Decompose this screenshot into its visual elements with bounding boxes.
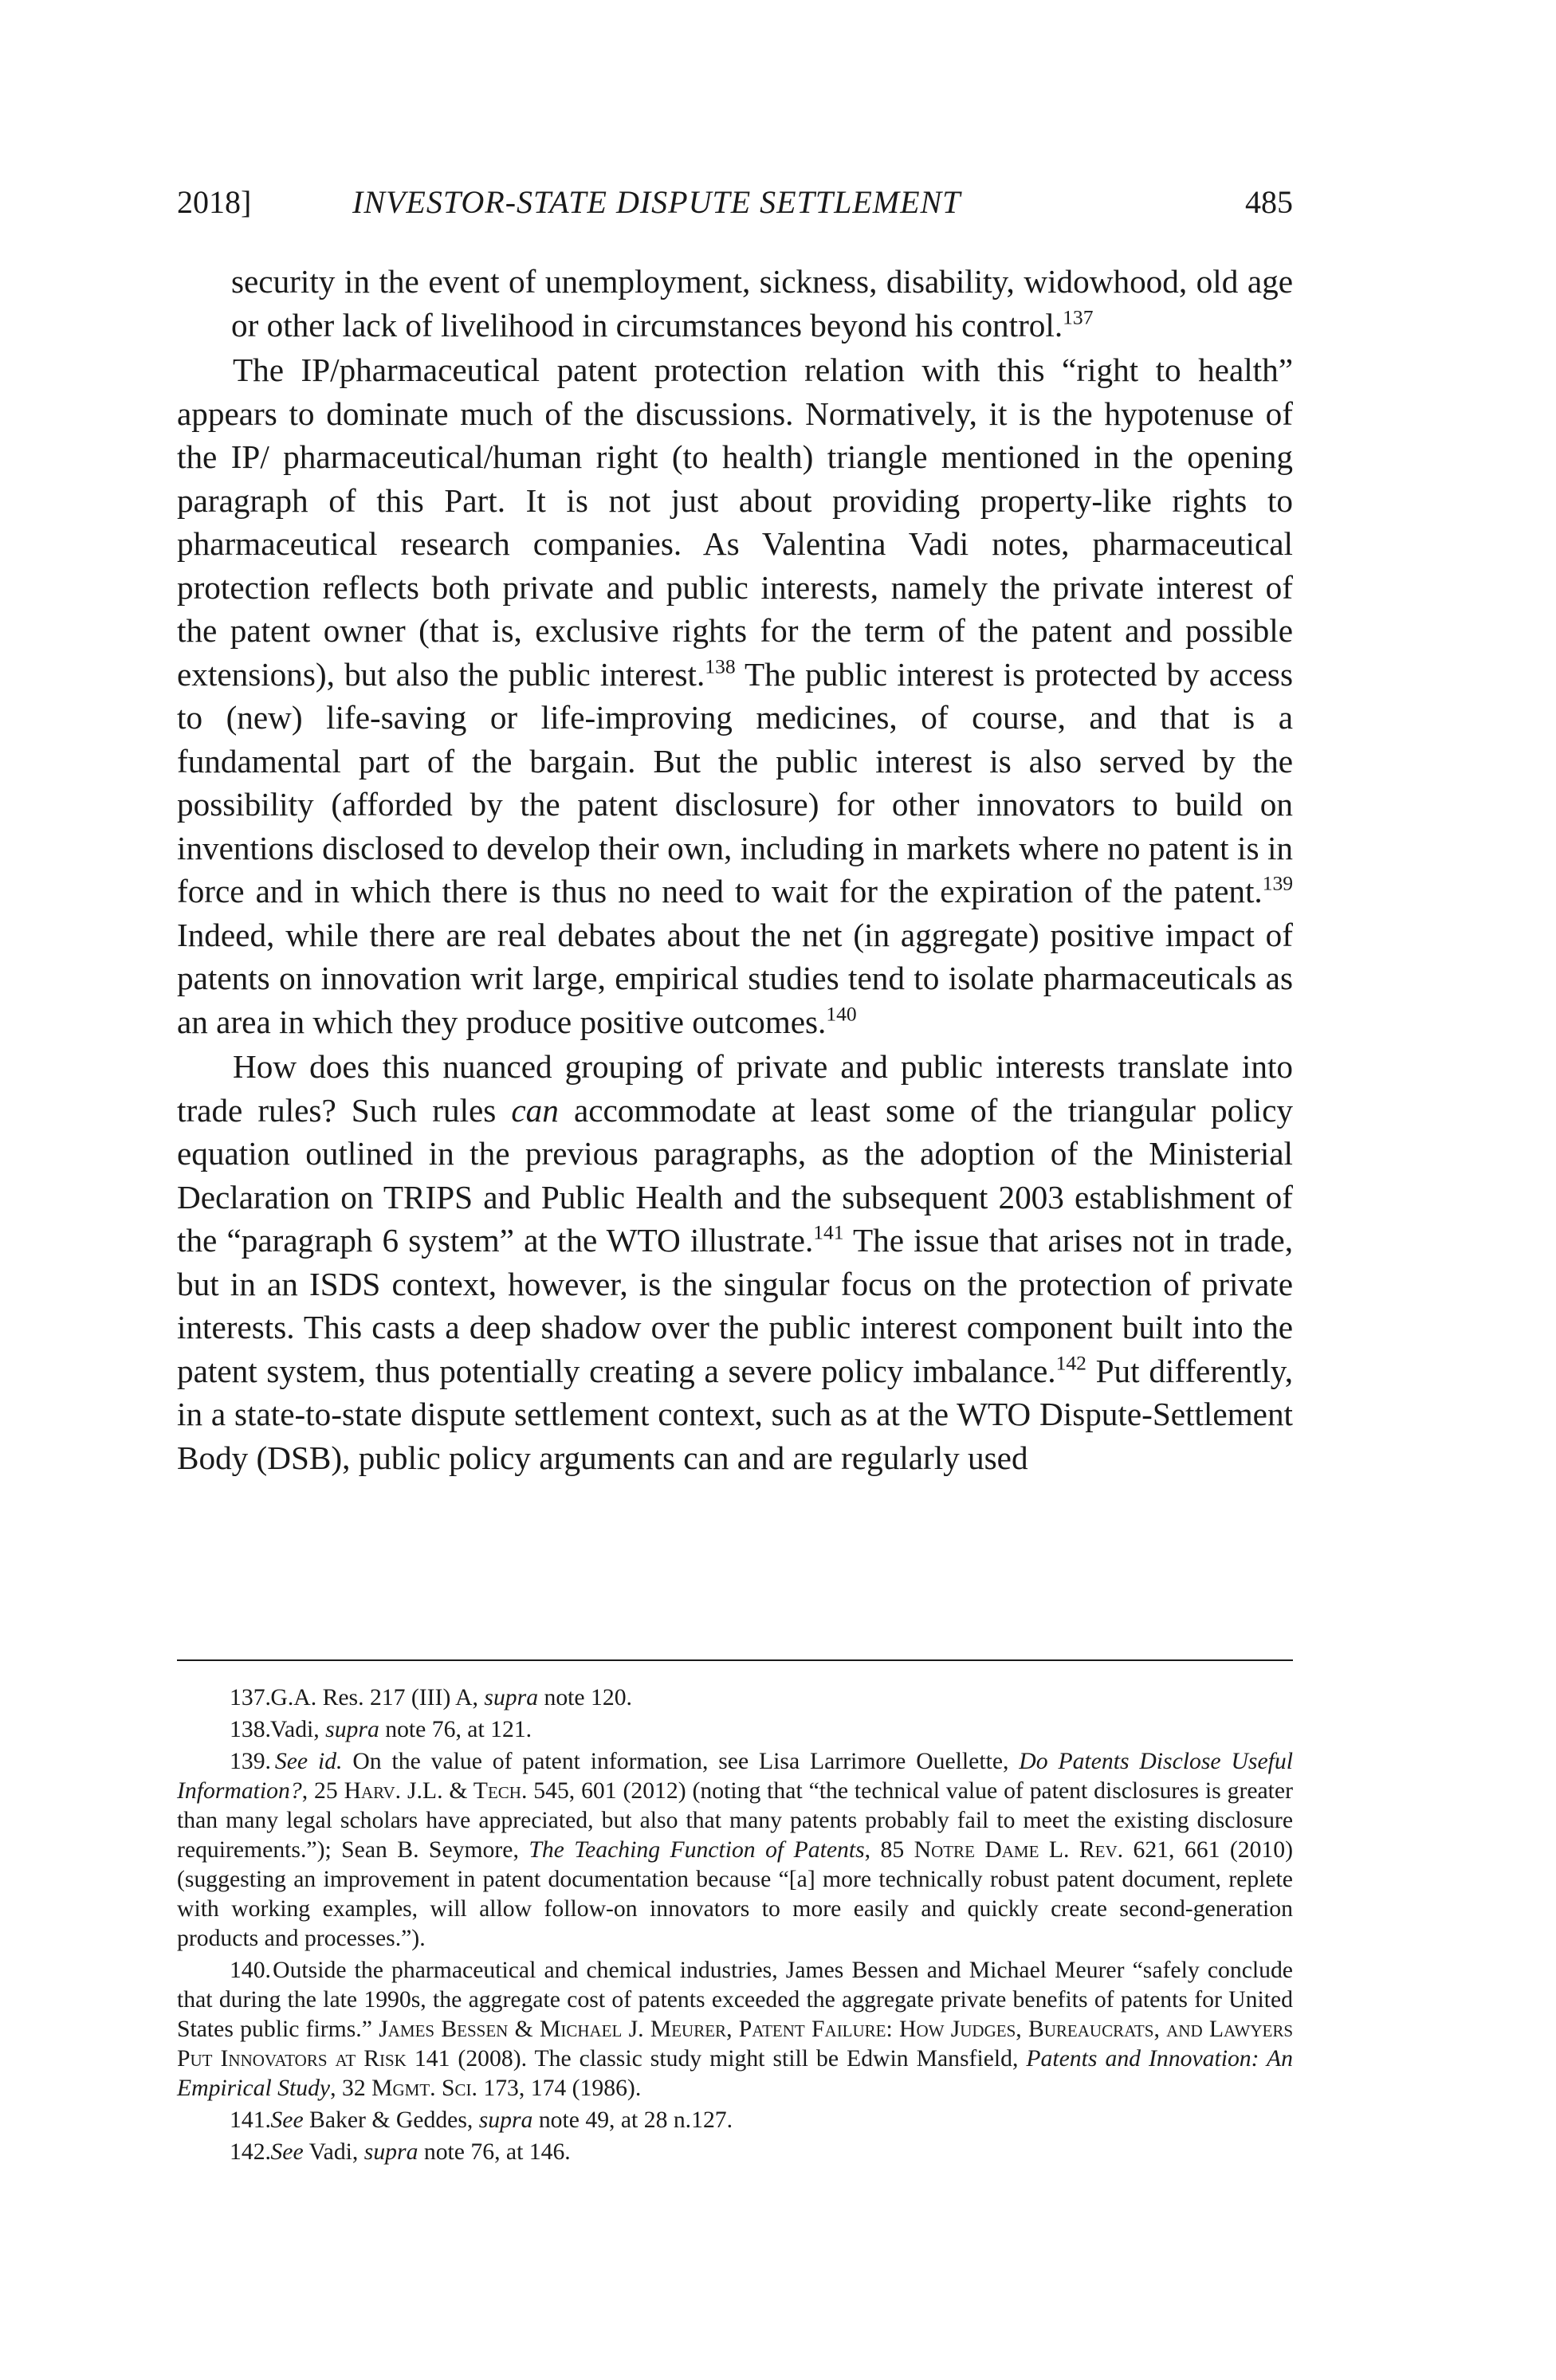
fn-signal: See <box>270 2139 304 2165</box>
footnote-number: 140. <box>230 1958 271 1983</box>
fn-text: Vadi, <box>269 1717 326 1742</box>
fn-article-title: Do Patents Disclose Useful Information? <box>177 1749 1293 1804</box>
fn-text: On the value of patent information, see Lisa Larrimore Ouellette, <box>342 1749 1020 1774</box>
fn-journal: Notre Dame L. Rev. <box>914 1837 1124 1863</box>
fn-text: 545, 601 (2012) (noting that “the technical value of patent disclosures is greater than many legal scholars have appreciated, but also that many patents probably fail to meet the existing disclosure requirements.”); Sean B. Seymore, <box>177 1778 1293 1863</box>
fn-text: note 49, at 28 n.127. <box>532 2107 733 2133</box>
footnote-ref-137[interactable]: 137 <box>1063 305 1094 329</box>
fn-text: Vadi, <box>303 2139 364 2165</box>
emphasis-can: can <box>511 1091 559 1129</box>
fn-signal: See <box>270 2107 304 2133</box>
fn-text: 621, 661 (2010) (suggesting an improvement in patent documentation because “[a] more technically robust patent document, replete with working examples, will allow follow-on innovators to more easily and quickly create second-generation products and processes.”). <box>177 1837 1293 1951</box>
footnote-number: 142. <box>230 2139 271 2165</box>
fn-signal: See id. <box>274 1749 343 1774</box>
p2-text-b: The public interest is protected by access to (new) life-saving or life-improving medicines, of course, and that is a fundamental part of the bargain. But the public interest is also served by the possibility (afforded by the patent disclosure) for other innovators to build on inventions disclosed to develop their own, including in markets where no patent is in force and in which there is thus no need to wait for the expiration of the patent. <box>177 655 1293 909</box>
p2-text-a: The IP/pharmaceutical patent protection relation with this “right to health” appears to dominate much of the discussions. Normatively, it is the hypotenuse of the IP/ pharmaceutical/human right (to health) triangle mentioned in the opening paragraph of this Part. It is not just about providing property-like rights to pharmaceutical research companies. As Valentina Vadi notes, pharmaceutical protection reflects both private and public interests, namely the private interest of the patent owner (that is, exclusive rights for the term of the patent and possible extensions), but also the public interest. <box>177 352 1293 693</box>
footnote-ref-142[interactable]: 142 <box>1055 1351 1086 1375</box>
running-header <box>177 183 1293 231</box>
fn-text: Baker & Geddes, <box>303 2107 479 2133</box>
page-number: 485 <box>1245 184 1293 220</box>
footnotes <box>177 1683 1293 2167</box>
volume-year: 2018] <box>177 184 252 220</box>
footnote-138 <box>177 1715 1293 1745</box>
p2-text-c: Indeed, while there are real debates about the net (in aggregate) positive impact of patents on innovation writ large, empirical studies tend to isolate pharmaceuticals as an area in which they produce positive outcomes. <box>177 916 1293 1040</box>
footnote-139 <box>177 1747 1293 1954</box>
paragraph-1 <box>177 260 1293 347</box>
fn-text: , 25 <box>301 1778 344 1804</box>
footnote-ref-139[interactable]: 139 <box>1262 871 1293 895</box>
footnote-number: 139. <box>230 1749 271 1774</box>
footnote-140 <box>177 1956 1293 2103</box>
footnote-141 <box>177 2106 1293 2135</box>
fn-supra: supra <box>363 2139 418 2165</box>
p3-text-a: How does this nuanced grouping of private and public interests translate into trade rules? Such rules <box>177 1048 1293 1129</box>
p1-text: security in the event of unemployment, sickness, disability, widowhood, old age or other lack of livelihood in circumstances beyond his control. <box>231 263 1293 344</box>
fn-text: note 76, at 121. <box>379 1717 532 1742</box>
fn-text: , 32 <box>330 2076 372 2101</box>
fn-text: , 85 <box>864 1837 914 1863</box>
fn-text: note 120. <box>538 1685 632 1710</box>
fn-text: note 76, at 146. <box>418 2139 571 2165</box>
footnote-142 <box>177 2138 1293 2167</box>
fn-supra: supra <box>325 1717 379 1742</box>
fn-text: Outside the pharmaceutical and chemical industries, James Bessen and Michael Meurer “safely conclude that during the late 1990s, the aggregate cost of patents exceeded the aggregate private benefits of patents for United States public firms.” <box>177 1958 1293 2042</box>
footnote-ref-140[interactable]: 140 <box>826 1002 857 1026</box>
fn-journal: Harv. J.L. & Tech. <box>344 1778 528 1804</box>
running-title: INVESTOR-STATE DISPUTE SETTLEMENT <box>352 184 961 220</box>
fn-journal: Mgmt. Sci. <box>371 2076 477 2101</box>
fn-article-title: The Teaching Function of Patents <box>528 1837 865 1863</box>
footnote-137 <box>177 1683 1293 1713</box>
footnote-number: 141. <box>230 2107 271 2133</box>
footnote-number: 137. <box>230 1685 271 1710</box>
footnote-number: 138. <box>230 1717 271 1742</box>
p3-text-b: accommodate at least some of the triangular policy equation outlined in the previous paragraphs, as the adoption of the Ministerial Declaration on TRIPS and Public Health and the subsequent 2003 establishment of the “paragraph 6 system” at the WTO illustrate. <box>177 1091 1293 1259</box>
main-text <box>177 260 1293 1479</box>
fn-text: 141 (2008). The classic study might still be Edwin Mansfield, <box>406 2046 1027 2072</box>
fn-book-title: James Bessen & Michael J. Meurer, Patent Failure: How Judges, Bureaucrats, and Lawyers Put Innovators at Risk <box>177 2017 1294 2072</box>
fn-supra: supra <box>484 1685 539 1710</box>
fn-text: G.A. Res. 217 (III) A, <box>270 1685 485 1710</box>
p3-text-c: The issue that arises not in trade, but in an ISDS context, however, is the singular focus on the protection of private interests. This casts a deep shadow over the public interest component built into the patent system, thus potentially creating a severe policy imbalance. <box>177 1222 1293 1389</box>
paragraph-3 <box>177 1045 1293 1479</box>
fn-supra: supra <box>478 2107 533 2133</box>
footnote-ref-141[interactable]: 141 <box>813 1220 844 1244</box>
p3-text-d: Put differently, in a state-to-state dispute settlement context, such as at the WTO Dispute-Settlement Body (DSB), public policy arguments can and are regularly used <box>177 1352 1294 1476</box>
fn-article-title: Patents and Innovation: An Empirical Study <box>177 2046 1293 2101</box>
fn-text: 173, 174 (1986). <box>477 2076 642 2101</box>
footnote-divider <box>177 1659 1293 1661</box>
paragraph-2 <box>177 348 1293 1043</box>
footnote-ref-138[interactable]: 138 <box>705 654 736 678</box>
